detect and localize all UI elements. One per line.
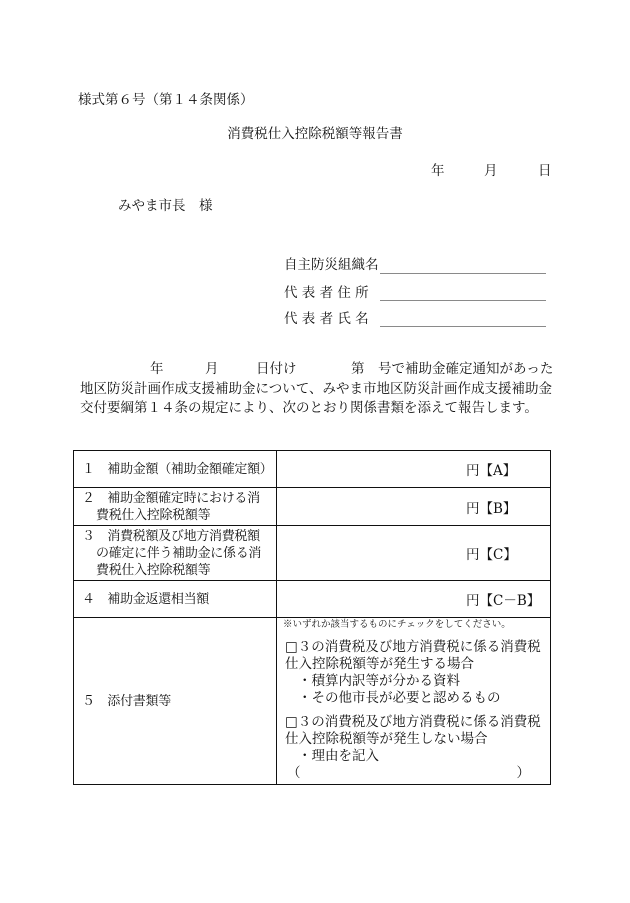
row-label-line: 費税仕入控除税額等 [96, 562, 211, 578]
option-line [285, 639, 550, 656]
date-year-label: 年 [431, 163, 445, 179]
row-label [74, 581, 277, 617]
organization-label: 自主防災組織名 [284, 257, 379, 273]
row-label [74, 526, 277, 580]
date-day-label: 日 [538, 163, 552, 179]
row-label [74, 488, 277, 525]
amount-unit-label: 円【B】 [466, 500, 517, 517]
amount-cell [277, 581, 550, 617]
option-text: ３の消費税及び地方消費税に係る消費税 [297, 714, 541, 730]
form-number: 様式第６号（第１４条関係） [78, 92, 254, 108]
table-row [74, 526, 550, 581]
amount-cell [277, 451, 550, 487]
checkbox-icon: □ [285, 639, 298, 655]
date-month-label: 月 [484, 163, 498, 179]
amount-unit-label: 円【C】 [466, 547, 517, 563]
row-label-line: ３ 消費税額及び地方消費税額 [82, 528, 260, 544]
representative-address-field-line [380, 300, 546, 301]
notice-number-prefix: 第 [351, 361, 365, 377]
option-text: 仕入控除税額等が発生しない場合 [285, 731, 488, 747]
document-title: 消費税仕入控除税額等報告書 [227, 126, 403, 142]
reason-open-paren: （ [287, 765, 301, 781]
row-label-line: ２ 補助金額確定時における消 [82, 490, 260, 506]
attachments-note: ※いずれか該当するものにチェックをしてください。 [283, 619, 511, 630]
attachment-item: ・積算内訳等が分かる資料 [298, 673, 460, 689]
representative-name-label: 代 表 者 氏 名 [284, 311, 369, 327]
notice-day-label: 日付け [256, 361, 297, 377]
row-label-line: ４ 補助金返還相当額 [82, 591, 210, 607]
option-line [285, 714, 550, 731]
amount-unit-label: 円【C－B】 [466, 593, 541, 609]
notice-month-label: 月 [205, 361, 219, 377]
option-text: 仕入控除税額等が発生する場合 [285, 656, 474, 672]
table-row [74, 451, 550, 488]
attachments-cell [277, 618, 550, 784]
reason-field [287, 765, 530, 782]
body-line: 交付要綱第１４条の規定により、次のとおり関係書類を添えて報告します。 [80, 400, 538, 416]
report-table [73, 450, 551, 785]
checkbox-icon: □ [285, 714, 298, 730]
row-label [74, 618, 277, 784]
addressee: みやま市長 様 [118, 198, 213, 214]
amount-unit-label: 円【A】 [466, 463, 517, 479]
row-label-line: 費税仕入控除税額等 [96, 507, 211, 523]
attachment-item: ・その他市長が必要と認めるもの [298, 690, 501, 706]
row-label [74, 451, 277, 487]
option-text: ３の消費税及び地方消費税に係る消費税 [297, 639, 541, 655]
table-row [74, 488, 550, 526]
reason-close-paren: ） [516, 765, 530, 781]
organization-field-line [380, 273, 546, 274]
body-line: 地区防災計画作成支援補助金について、みやま市地区防災計画作成支援補助金 [80, 381, 552, 397]
table-row [74, 581, 550, 618]
notice-year-label: 年 [150, 361, 164, 377]
attachment-item: ・理由を記入 [298, 748, 379, 764]
notice-text: 号で補助金確定通知があった [378, 361, 554, 377]
row-label-line: １ 補助金額（補助金額確定額） [82, 461, 273, 477]
table-row [74, 618, 550, 784]
row-label-line: ５ 添付書類等 [82, 693, 171, 709]
representative-address-label: 代 表 者 住 所 [284, 285, 369, 301]
amount-cell [277, 488, 550, 525]
row-label-line: の確定に伴う補助金に係る消 [96, 545, 262, 561]
representative-name-field-line [380, 326, 546, 327]
amount-cell [277, 526, 550, 580]
